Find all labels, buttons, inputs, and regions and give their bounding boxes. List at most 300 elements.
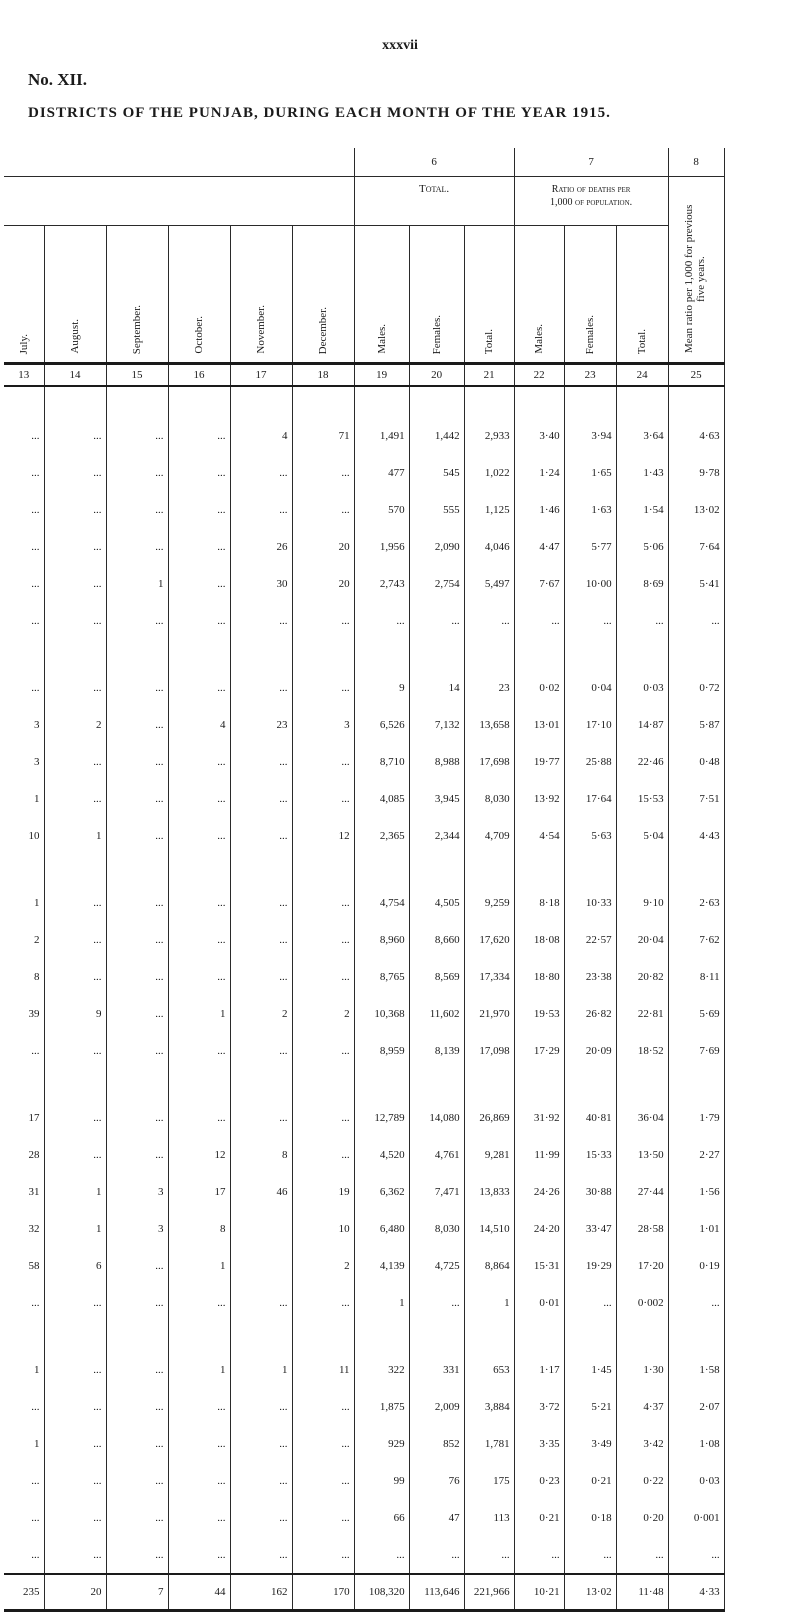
cell-september: ...: [106, 1388, 168, 1425]
totals-row: [4, 1574, 724, 1611]
cell-total-males: 1,956: [354, 528, 409, 565]
spacer-cell: [4, 1321, 44, 1351]
cell-november: 1: [230, 1351, 292, 1388]
cell-december: 3: [292, 706, 354, 743]
total-cell-total-total: 221,966: [464, 1574, 514, 1611]
cell-ratio-females: 3·49: [564, 1425, 616, 1462]
cell-ratio-females: 17·10: [564, 706, 616, 743]
table-row: [4, 995, 724, 1032]
spacer-cell: [106, 639, 168, 669]
cell-november: ...: [230, 1388, 292, 1425]
spacer-cell: [464, 854, 514, 884]
cell-ratio-total: 0·20: [616, 1499, 668, 1536]
cell-ratio-females: ...: [564, 1284, 616, 1321]
cell-october: ...: [168, 565, 230, 602]
cell-november: ...: [230, 884, 292, 921]
total-cell-october: 44: [168, 1574, 230, 1611]
spacer-cell: [514, 386, 564, 417]
cell-mean-ratio: 1·56: [668, 1173, 724, 1210]
cell-july: 28: [28, 1148, 40, 1161]
spacer-cell: [106, 386, 168, 417]
table-row: [4, 921, 724, 958]
cell-august: 2: [44, 706, 106, 743]
cell-november: ...: [230, 1536, 292, 1574]
column-number-row: [4, 364, 724, 387]
cell-december: ...: [292, 1536, 354, 1574]
cell-july: 31: [28, 1185, 40, 1198]
cell-ratio-females: 3·94: [564, 417, 616, 454]
cell-total-total: 1,022: [464, 454, 514, 491]
cell-total-females: 2,090: [409, 528, 464, 565]
cell-ratio-total: 20·04: [616, 921, 668, 958]
cell-july: 2: [34, 933, 40, 946]
cell-total-males: 322: [354, 1351, 409, 1388]
cell-october: ...: [168, 1425, 230, 1462]
cell-september: ...: [106, 454, 168, 491]
cell-ratio-males: 3·40: [514, 417, 564, 454]
cell-august: ...: [44, 1388, 106, 1425]
spacer-cell: [616, 1069, 668, 1099]
cell-ratio-total: 8·69: [616, 565, 668, 602]
cell-mean-ratio: 7·69: [668, 1032, 724, 1069]
cell-total-total: 8,864: [464, 1247, 514, 1284]
spacer-cell: [230, 1321, 292, 1351]
cell-ratio-total: 36·04: [616, 1099, 668, 1136]
cell-october: ...: [168, 1499, 230, 1536]
cell-total-females: 2,009: [409, 1388, 464, 1425]
cell-total-total: 2,933: [464, 417, 514, 454]
cell-october: ...: [168, 491, 230, 528]
cell-november: ...: [230, 1099, 292, 1136]
cell-september: ...: [106, 491, 168, 528]
table-row: [4, 1425, 724, 1462]
cell-total-total: 9,259: [464, 884, 514, 921]
cell-november: ...: [230, 1425, 292, 1462]
cell-ratio-females: 5·63: [564, 817, 616, 854]
spacer-cell: [168, 854, 230, 884]
cell-july: ...: [31, 540, 40, 553]
column-number: 15: [106, 364, 168, 387]
spacer-cell: [230, 1069, 292, 1099]
spacer-cell: [4, 1069, 44, 1099]
cell-november: ...: [230, 491, 292, 528]
cell-september: 3: [106, 1210, 168, 1247]
spacer-cell: [616, 1321, 668, 1351]
spacer-cell: [668, 854, 724, 884]
cell-september: ...: [106, 1247, 168, 1284]
spacer-cell: [514, 639, 564, 669]
cell-ratio-total: 4·37: [616, 1388, 668, 1425]
cell-ratio-females: 5·21: [564, 1388, 616, 1425]
cell-september: ...: [106, 528, 168, 565]
spacer-cell: [44, 386, 106, 417]
cell-ratio-females: 17·64: [564, 780, 616, 817]
cell-total-females: ...: [409, 602, 464, 639]
cell-mean-ratio: 7·62: [668, 921, 724, 958]
spacer-cell: [168, 1069, 230, 1099]
cell-mean-ratio: 1·58: [668, 1351, 724, 1388]
cell-ratio-total: 5·06: [616, 528, 668, 565]
cell-total-males: 4,520: [354, 1136, 409, 1173]
cell-december: ...: [292, 1499, 354, 1536]
total-cell-mean-ratio: 4·33: [668, 1574, 724, 1611]
cell-december: ...: [292, 884, 354, 921]
cell-october: ...: [168, 669, 230, 706]
cell-november: ...: [230, 602, 292, 639]
cell-ratio-total: 22·81: [616, 995, 668, 1032]
cell-total-total: 1,125: [464, 491, 514, 528]
spacer-cell: [564, 1321, 616, 1351]
cell-total-males: 477: [354, 454, 409, 491]
cell-total-total: 113: [464, 1499, 514, 1536]
cell-total-total: 1,781: [464, 1425, 514, 1462]
cell-mean-ratio: 4·63: [668, 417, 724, 454]
cell-november: ...: [230, 454, 292, 491]
table-row: [4, 884, 724, 921]
cell-november: ...: [230, 780, 292, 817]
cell-ratio-males: ...: [514, 1536, 564, 1574]
spacer-cell: [668, 386, 724, 417]
col-total-total-header: Total.: [464, 226, 514, 364]
cell-total-total: 8,030: [464, 780, 514, 817]
cell-total-males: 8,765: [354, 958, 409, 995]
cell-november: 23: [230, 706, 292, 743]
table-row: [4, 1136, 724, 1173]
cell-ratio-males: 0·01: [514, 1284, 564, 1321]
column-number: 21: [464, 364, 514, 387]
cell-ratio-males: 11·99: [514, 1136, 564, 1173]
cell-ratio-males: 17·29: [514, 1032, 564, 1069]
cell-ratio-males: 0·21: [514, 1499, 564, 1536]
cell-ratio-males: 19·77: [514, 743, 564, 780]
cell-august: ...: [44, 491, 106, 528]
cell-total-females: 331: [409, 1351, 464, 1388]
cell-november: ...: [230, 1032, 292, 1069]
cell-august: ...: [44, 1284, 106, 1321]
cell-ratio-males: 18·80: [514, 958, 564, 995]
cell-november: ...: [230, 958, 292, 995]
column-number: 24: [616, 364, 668, 387]
cell-mean-ratio: 2·27: [668, 1136, 724, 1173]
cell-december: ...: [292, 1136, 354, 1173]
cell-december: ...: [292, 921, 354, 958]
cell-ratio-total: 20·82: [616, 958, 668, 995]
cell-july: ...: [31, 1511, 40, 1524]
spacer-cell: [230, 854, 292, 884]
cell-total-males: ...: [354, 602, 409, 639]
cell-total-total: 17,698: [464, 743, 514, 780]
cell-mean-ratio: 4·43: [668, 817, 724, 854]
cell-ratio-males: 0·02: [514, 669, 564, 706]
cell-total-females: 4,505: [409, 884, 464, 921]
cell-total-females: 8,660: [409, 921, 464, 958]
cell-ratio-males: 8·18: [514, 884, 564, 921]
spacer-cell: [44, 854, 106, 884]
cell-total-males: 1: [354, 1284, 409, 1321]
col-december-header: December.: [292, 226, 354, 364]
column-number: 20: [409, 364, 464, 387]
column-number: 17: [230, 364, 292, 387]
cell-september: ...: [106, 958, 168, 995]
spacer-cell: [514, 1069, 564, 1099]
cell-november: 26: [230, 528, 292, 565]
table-row: [4, 1462, 724, 1499]
cell-total-females: 3,945: [409, 780, 464, 817]
cell-ratio-males: 19·53: [514, 995, 564, 1032]
cell-september: ...: [106, 669, 168, 706]
cell-august: ...: [44, 780, 106, 817]
cell-august: ...: [44, 1099, 106, 1136]
spacer-cell: [616, 639, 668, 669]
spacer-cell: [106, 854, 168, 884]
spacer-cell: [168, 1321, 230, 1351]
column-number: 14: [44, 364, 106, 387]
cell-august: ...: [44, 884, 106, 921]
cell-october: ...: [168, 417, 230, 454]
cell-august: ...: [44, 1136, 106, 1173]
spacer-cell: [354, 854, 409, 884]
total-cell-december: 170: [292, 1574, 354, 1611]
table-row: [4, 417, 724, 454]
cell-ratio-females: ...: [564, 602, 616, 639]
cell-november: 4: [230, 417, 292, 454]
spacer-cell: [564, 1069, 616, 1099]
cell-total-females: ...: [409, 1284, 464, 1321]
cell-july: 10: [28, 829, 40, 842]
cell-september: ...: [106, 1462, 168, 1499]
cell-september: ...: [106, 1351, 168, 1388]
cell-august: 6: [44, 1247, 106, 1284]
cell-july: 1: [34, 792, 40, 805]
spacer-cell: [106, 1321, 168, 1351]
cell-october: 4: [168, 706, 230, 743]
cell-october: ...: [168, 743, 230, 780]
cell-ratio-males: 7·67: [514, 565, 564, 602]
cell-mean-ratio: 7·51: [668, 780, 724, 817]
cell-ratio-total: 27·44: [616, 1173, 668, 1210]
cell-total-total: 3,884: [464, 1388, 514, 1425]
cell-mean-ratio: 1·01: [668, 1210, 724, 1247]
cell-august: ...: [44, 454, 106, 491]
cell-total-females: 14,080: [409, 1099, 464, 1136]
spacer-cell: [44, 639, 106, 669]
cell-november: [230, 1247, 292, 1284]
cell-october: ...: [168, 1032, 230, 1069]
cell-total-females: 555: [409, 491, 464, 528]
spacer-cell: [44, 1321, 106, 1351]
cell-ratio-females: 5·77: [564, 528, 616, 565]
table-row: [4, 1284, 724, 1321]
mortality-table: [4, 148, 724, 1612]
cell-october: 12: [168, 1136, 230, 1173]
column-number: 25: [668, 364, 724, 387]
spacer-cell: [4, 854, 44, 884]
cell-total-males: 4,139: [354, 1247, 409, 1284]
col-november-header: November.: [230, 226, 292, 364]
cell-july: ...: [31, 1400, 40, 1413]
table-title: DISTRICTS OF THE PUNJAB, DURING EACH MONTH OF THE YEAR 1915.: [28, 105, 611, 121]
cell-ratio-total: 1·43: [616, 454, 668, 491]
cell-mean-ratio: 2·07: [668, 1388, 724, 1425]
cell-total-females: 7,132: [409, 706, 464, 743]
table-row: [4, 1210, 724, 1247]
cell-mean-ratio: 5·87: [668, 706, 724, 743]
spacer-cell: [354, 639, 409, 669]
cell-october: 8: [168, 1210, 230, 1247]
spacer-cell: [292, 639, 354, 669]
cell-october: 1: [168, 995, 230, 1032]
col-ratio-males-header: Males.: [514, 226, 564, 364]
cell-ratio-females: 19·29: [564, 1247, 616, 1284]
cell-ratio-total: 14·87: [616, 706, 668, 743]
cell-september: ...: [106, 1425, 168, 1462]
cell-mean-ratio: 5·69: [668, 995, 724, 1032]
cell-september: 1: [106, 565, 168, 602]
cell-total-males: 570: [354, 491, 409, 528]
cell-december: ...: [292, 669, 354, 706]
cell-september: ...: [106, 743, 168, 780]
cell-july: 1: [34, 1363, 40, 1376]
cell-september: ...: [106, 1536, 168, 1574]
cell-ratio-females: 30·88: [564, 1173, 616, 1210]
group-spacer: [4, 639, 724, 669]
cell-mean-ratio: 0·72: [668, 669, 724, 706]
cell-july: ...: [31, 466, 40, 479]
table-row: [4, 669, 724, 706]
spacer-cell: [514, 854, 564, 884]
group-spacer: [4, 1321, 724, 1351]
table-row: [4, 958, 724, 995]
table-row: [4, 706, 724, 743]
cell-august: ...: [44, 1032, 106, 1069]
cell-total-females: 852: [409, 1425, 464, 1462]
cell-total-females: 4,725: [409, 1247, 464, 1284]
spacer-cell: [168, 639, 230, 669]
cell-october: 17: [168, 1173, 230, 1210]
cell-july: ...: [31, 1474, 40, 1487]
total-cell-total-males: 108,320: [354, 1574, 409, 1611]
spacer-cell: [514, 1321, 564, 1351]
col-august-header: August.: [44, 226, 106, 364]
cell-september: 3: [106, 1173, 168, 1210]
col-mean-ratio-header: Mean ratio per 1,000 for previous five years.: [668, 177, 724, 364]
cell-ratio-females: 0·21: [564, 1462, 616, 1499]
cell-ratio-females: 0·04: [564, 669, 616, 706]
cell-october: ...: [168, 1284, 230, 1321]
table-row: [4, 743, 724, 780]
cell-december: ...: [292, 491, 354, 528]
total-cell-july: 235: [4, 1574, 44, 1611]
cell-october: ...: [168, 1099, 230, 1136]
cell-total-males: 99: [354, 1462, 409, 1499]
cell-december: ...: [292, 602, 354, 639]
cell-total-females: 2,344: [409, 817, 464, 854]
table-row: [4, 528, 724, 565]
table-row: [4, 454, 724, 491]
col-ratio-total-header: Total.: [616, 226, 668, 364]
cell-total-females: 11,602: [409, 995, 464, 1032]
cell-december: ...: [292, 454, 354, 491]
total-cell-ratio-total: 11·48: [616, 1574, 668, 1611]
cell-september: ...: [106, 602, 168, 639]
cell-total-total: 17,620: [464, 921, 514, 958]
cell-mean-ratio: 0·001: [668, 1499, 724, 1536]
cell-mean-ratio: 9·78: [668, 454, 724, 491]
cell-december: 20: [292, 528, 354, 565]
cell-ratio-females: 10·33: [564, 884, 616, 921]
cell-december: ...: [292, 1462, 354, 1499]
cell-july: ...: [31, 503, 40, 516]
cell-total-total: 21,970: [464, 995, 514, 1032]
cell-december: ...: [292, 1099, 354, 1136]
cell-total-females: 2,754: [409, 565, 464, 602]
cell-ratio-males: 24·20: [514, 1210, 564, 1247]
spacer-cell: [354, 386, 409, 417]
cell-mean-ratio: 1·08: [668, 1425, 724, 1462]
group-spacer: [4, 386, 724, 417]
spacer-cell: [106, 1069, 168, 1099]
cell-september: ...: [106, 417, 168, 454]
cell-ratio-males: 31·92: [514, 1099, 564, 1136]
spacer-cell: [4, 639, 44, 669]
cell-october: ...: [168, 780, 230, 817]
cell-july: 17: [28, 1111, 40, 1124]
cell-mean-ratio: 8·11: [668, 958, 724, 995]
cell-ratio-males: 0·23: [514, 1462, 564, 1499]
cell-total-males: 6,362: [354, 1173, 409, 1210]
cell-november: 8: [230, 1136, 292, 1173]
group-number-row: [4, 148, 724, 177]
cell-december: 11: [292, 1351, 354, 1388]
cell-ratio-males: 1·17: [514, 1351, 564, 1388]
table-row: [4, 1247, 724, 1284]
spacer-cell: [668, 639, 724, 669]
cell-ratio-total: 17·20: [616, 1247, 668, 1284]
cell-august: ...: [44, 743, 106, 780]
cell-august: ...: [44, 1425, 106, 1462]
cell-december: 12: [292, 817, 354, 854]
cell-ratio-total: ...: [616, 602, 668, 639]
group-spacer: [4, 854, 724, 884]
cell-august: ...: [44, 669, 106, 706]
cell-november: ...: [230, 743, 292, 780]
column-number: 16: [168, 364, 230, 387]
cell-december: ...: [292, 1032, 354, 1069]
cell-total-females: 8,988: [409, 743, 464, 780]
cell-october: ...: [168, 921, 230, 958]
cell-september: ...: [106, 1032, 168, 1069]
cell-total-males: 4,754: [354, 884, 409, 921]
cell-ratio-total: 1·30: [616, 1351, 668, 1388]
cell-mean-ratio: 5·41: [668, 565, 724, 602]
cell-ratio-females: 1·63: [564, 491, 616, 528]
cell-september: ...: [106, 995, 168, 1032]
spacer-cell: [168, 386, 230, 417]
cell-ratio-females: 26·82: [564, 995, 616, 1032]
cell-ratio-females: 15·33: [564, 1136, 616, 1173]
cell-mean-ratio: ...: [668, 1284, 724, 1321]
cell-december: 10: [292, 1210, 354, 1247]
column-number: 19: [354, 364, 409, 387]
cell-ratio-total: 3·64: [616, 417, 668, 454]
cell-ratio-males: 13·92: [514, 780, 564, 817]
cell-total-total: 26,869: [464, 1099, 514, 1136]
cell-total-females: 7,471: [409, 1173, 464, 1210]
cell-july: ...: [31, 429, 40, 442]
cell-july: 3: [34, 755, 40, 768]
table-row: [4, 1032, 724, 1069]
group-label-row: [4, 177, 724, 226]
